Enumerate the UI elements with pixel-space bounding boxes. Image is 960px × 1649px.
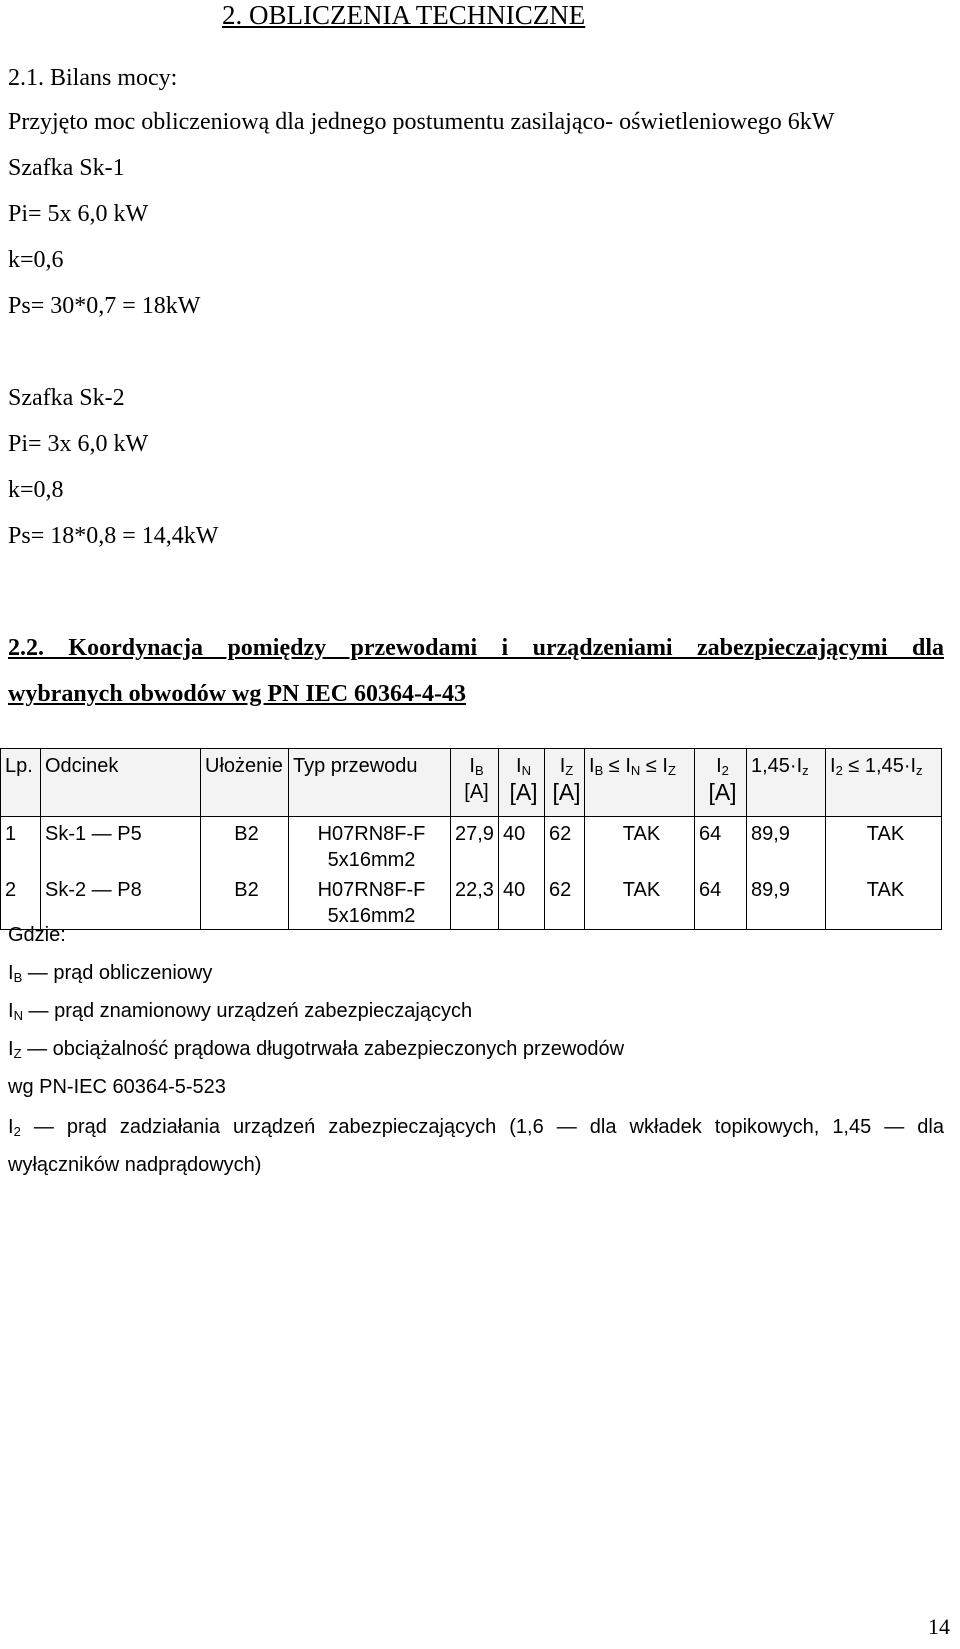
- sk2-k: k=0,8: [8, 477, 64, 503]
- table-header-row: [1, 749, 942, 817]
- document-heading: 2. OBLICZENIA TECHNICZNE: [222, 0, 586, 30]
- header-ib: $I_B$ [A]: [451, 749, 499, 817]
- header-typ-przewodu: Typ przewodu: [289, 749, 451, 817]
- sk1-title: Szafka Sk-1: [8, 155, 125, 181]
- legend-iz: $I_Z$ — obciążalność prądowa długotrwała zabezpieczonych przewodów: [8, 1038, 625, 1061]
- sk1-ps: Ps= 30*0,7 = 18kW: [8, 293, 201, 319]
- cell-in: 40: [499, 817, 545, 874]
- legend-i2-line2: wyłączników nadprądowych): [8, 1154, 262, 1176]
- cell-iz: 62: [545, 817, 585, 874]
- sk2-pi: Pi= 3x 6,0 kW: [8, 431, 149, 457]
- section-2-1-title: 2.1. Bilans mocy:: [8, 65, 178, 91]
- legend-in: $I_N$ — prąd znamionowy urządzeń zabezpieczających: [8, 1000, 473, 1023]
- cell-odcinek: Sk-2 — P8: [41, 873, 201, 930]
- header-i2-unit: [A]: [708, 779, 737, 805]
- cell-ib: 27,9: [451, 817, 499, 874]
- header-condition-1: $I_B \le I_N \le I_Z$: [585, 749, 695, 817]
- header-ib-unit: [A]: [464, 781, 489, 803]
- cell-in: 40: [499, 873, 545, 930]
- cell-typ-przewodu: H07RN8F-F 5x16mm2: [289, 817, 451, 874]
- cell-i2: 64: [695, 873, 747, 930]
- sk2-title: Szafka Sk-2: [8, 385, 125, 411]
- intro-text: Przyjęto moc obliczeniową dla jednego postumentu zasilająco- oświetleniowego 6kW: [8, 109, 835, 135]
- cell-condition-2: TAK: [826, 817, 942, 874]
- legend-i2-line1: $I_2$ — prąd zadziałania urządzeń zabezpieczających (1,6 — dla wkładek topikowych, 1,45 — dla: [8, 1116, 944, 1139]
- header-i2: $I_2$ [A]: [695, 749, 747, 817]
- cell-ulozenie: B2: [201, 873, 289, 930]
- cell-lp: 2: [1, 873, 41, 930]
- header-odcinek: Odcinek: [41, 749, 201, 817]
- legend-intro: Gdzie:: [8, 924, 66, 946]
- sk1-k: k=0,6: [8, 247, 64, 273]
- cell-condition-2: TAK: [826, 873, 942, 930]
- section-2-2-title-line2: wybranych obwodów wg PN IEC 60364-4-43: [8, 681, 467, 707]
- header-145-iz: $1,45\cdot I_z$: [747, 749, 826, 817]
- page-number: 14: [928, 1614, 950, 1639]
- cell-typ-przewodu: H07RN8F-F 5x16mm2: [289, 873, 451, 930]
- cell-ulozenie: B2: [201, 817, 289, 874]
- table-row: [1, 873, 942, 930]
- cell-condition-1: TAK: [585, 817, 695, 874]
- cell-ib: 22,3: [451, 873, 499, 930]
- sk1-pi: Pi= 5x 6,0 kW: [8, 201, 149, 227]
- cell-i2: 64: [695, 817, 747, 874]
- header-iz-unit: [A]: [552, 779, 581, 805]
- section-2-2-title-line1: 2.2. Koordynacja pomiędzy przewodami i urządzeniami zabezpieczającymi dla: [8, 635, 944, 661]
- legend-standard: wg PN-IEC 60364-5-523: [8, 1076, 226, 1098]
- cell-lp: 1: [1, 817, 41, 874]
- cell-condition-1: TAK: [585, 873, 695, 930]
- cell-iz: 62: [545, 873, 585, 930]
- cell-145-iz: 89,9: [747, 873, 826, 930]
- header-in-unit: [A]: [509, 779, 538, 805]
- header-in: $I_N$ [A]: [499, 749, 545, 817]
- header-iz: $I_Z$ [A]: [545, 749, 585, 817]
- legend-ib: $I_B$ — prąd obliczeniowy: [8, 962, 213, 985]
- header-ulozenie: Ułożenie: [201, 749, 289, 817]
- header-condition-2: $I_2 \le 1,45\cdot I_z$: [826, 749, 942, 817]
- table-row: [1, 817, 942, 874]
- header-lp: Lp.: [1, 749, 41, 817]
- coordination-table: [0, 748, 942, 930]
- cell-145-iz: 89,9: [747, 817, 826, 874]
- cell-odcinek: Sk-1 — P5: [41, 817, 201, 874]
- sk2-ps: Ps= 18*0,8 = 14,4kW: [8, 523, 219, 549]
